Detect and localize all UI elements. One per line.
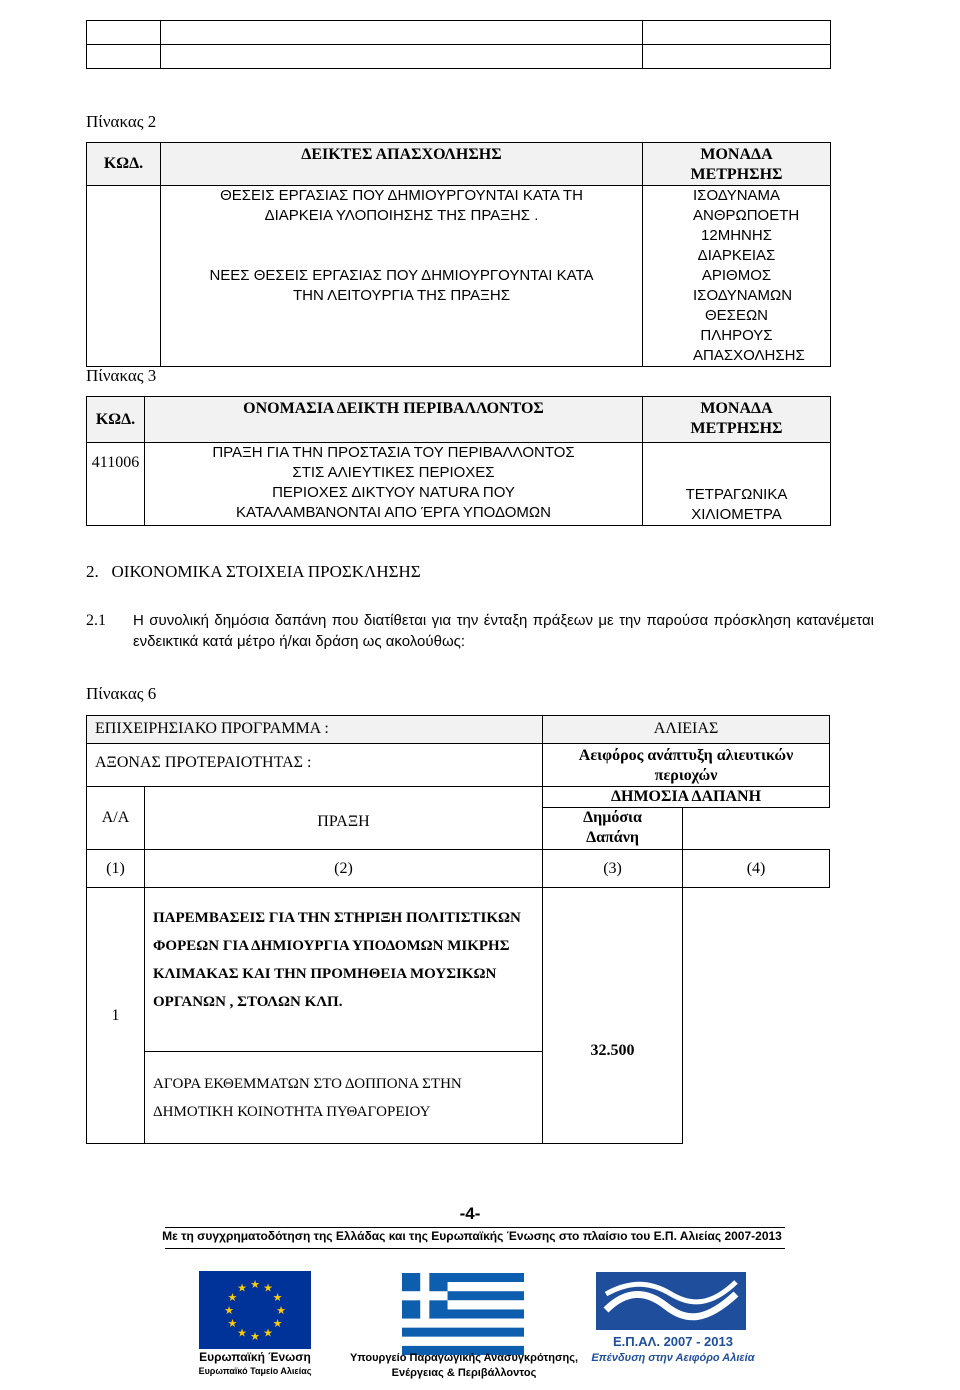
table3-code-cell: [87, 443, 145, 526]
eu-line2: Ευρωπαϊκό Ταμείο Αλιείας: [198, 1366, 312, 1376]
axis-label: ΑΞΟΝΑΣ ΠΡΟΤΕΡΑΙΟΤΗΤΑΣ :: [95, 754, 312, 771]
eu-star-icon: ★: [237, 1327, 247, 1340]
table2-header-unit: ΜΟΝΑΔΑ ΜΕΤΡΗΣΗΣ: [643, 143, 831, 186]
table3-row2-indicator: ΠΕΡΙΟΧΕΣ ΔΙΚΤΥΟΥ NATURA ΠΟΥ ΚΑΤΑΛΑΜΒΆΝΟΝΤΑΙ ΑΠΟ ΈΡΓΑ ΥΠΟΔΟΜΩΝ: [236, 484, 551, 521]
table3-row2-unit: ΤΕΤΡΑΓΩΝΙΚΑ ΧΙΛΙΟΜΕΤΡΑ: [685, 486, 788, 523]
empty-cell: [87, 21, 161, 45]
row-amount: 32.500: [543, 888, 683, 1144]
page-number: -4-: [459, 1204, 481, 1223]
table2-row1-unit: ΙΣΟΔΥΝΑΜΑ ΑΝΘΡΩΠΟΕΤΗ 12ΜΗΝΗΣ ΔΙΑΡΚΕΙΑΣ: [693, 187, 800, 264]
op-label: ΕΠΙΧΕΙΡΗΣΙΑΚΟ ΠΡΟΓΡΑΜΜΑ :: [95, 720, 329, 737]
footer-rule-2: [165, 1248, 785, 1249]
table3-label: Πίνακας 3: [86, 366, 157, 385]
greek-flag-stripe: [402, 1337, 524, 1346]
footer-rule: [165, 1227, 785, 1228]
eu-star-icon: ★: [227, 1318, 238, 1330]
op-value: ΑΛΙΕΙΑΣ: [653, 720, 719, 737]
eu-star-icon: ★: [263, 1327, 273, 1340]
table2-indicator-cell: [161, 186, 643, 367]
table3-indicator-cell: [145, 443, 643, 526]
ministry-line1: Υπουργείο Παραγωγικής Ανασυγκρότησης,: [349, 1352, 579, 1364]
axis-value: Αειφόρος ανάπτυξη αλιευτικών περιοχών: [578, 747, 794, 784]
table2-unit-cell: [643, 186, 831, 367]
table2-row2-indicator: ΝΕΕΣ ΘΕΣΕΙΣ ΕΡΓΑΣΙΑΣ ΠΟΥ ΔΗΜΙΟΥΡΓΟΥΝΤΑΙ ΚΑΤΑ ΤΗΝ ΛΕΙΤΟΥΡΓΙΑ ΤΗΣ ΠΡΑΞΗΣ: [209, 267, 594, 304]
table3-row1-code: 411006: [91, 454, 140, 471]
eu-star-icon: ★: [263, 1282, 273, 1295]
eu-star-icon: ★: [276, 1305, 286, 1317]
ministry-line2: Ενέργειας & Περιβάλλοντος: [391, 1367, 537, 1379]
eu-star-icon: ★: [250, 1331, 260, 1343]
empty-cell: [87, 45, 161, 69]
row-title: ΠΑΡΕΜΒΑΣΕΙΣ ΓΙΑ ΤΗΝ ΣΤΗΡΙΞΗ ΠΟΛΙΤΙΣΤΙΚΩΝ ΦΟΡΕΩΝ ΓΙΑ ΔΗΜΙΟΥΡΓΙΑ ΥΠΟΔΟΜΩΝ ΜΙΚΡΗΣ ΚΛΙΜΑΚΑΣ ΚΑΙ ΤΗΝ ΠΡΟΜΗΘΕΙΑ ΜΟΥΣΙΚΩΝ ΟΡΓΑΝΩΝ , ΣΤΟΛΩΝ ΚΛΠ.: [145, 888, 543, 1052]
table2: [86, 142, 831, 367]
table3-header-indicator: ΟΝΟΜΑΣΙΑ ΔΕΙΚΤΗ ΠΕΡΙΒΑΛΛΟΝΤΟΣ: [145, 397, 643, 443]
public-header: ΔΗΜΟΣΙΑ ΔΑΠΑΝΗ: [543, 787, 830, 808]
greek-flag-stripe: [402, 1319, 524, 1328]
section2-heading: 2. ΟΙΚΟΝΟΜΙΚΑ ΣΤΟΙΧΕΙΑ ΠΡΟΣΚΛΗΣΗΣ: [86, 562, 421, 581]
epal-line1: Ε.Π.ΑΛ. 2007 - 2013: [613, 1334, 733, 1349]
eu-star-icon: ★: [227, 1292, 238, 1304]
col-num-3: (3): [543, 850, 683, 888]
table6: [86, 715, 830, 1144]
eu-star-icon: ★: [250, 1279, 260, 1291]
table3-unit-cell: [643, 443, 831, 526]
epal-logo: [596, 1272, 746, 1330]
public-subheader: Δημόσια Δαπάνη: [543, 808, 683, 850]
greek-flag-stripe: [402, 1328, 524, 1337]
eu-flag-icon: [199, 1271, 311, 1349]
row-aa: 1: [87, 888, 145, 1144]
eu-star-icon: ★: [272, 1318, 283, 1330]
eu-star-icon: ★: [237, 1282, 247, 1295]
eu-flag-logo: [199, 1271, 311, 1349]
eu-star-icon: ★: [224, 1305, 234, 1317]
epal-line2: Επένδυση στην Αειφόρο Αλιεία: [591, 1352, 755, 1364]
aa-header: Α/Α: [87, 787, 145, 850]
section2-para-text: Η συνολική δημόσια δαπάνη που διατίθεται για την ένταξη πράξεων με την παρούσα πρόσκληση κατανέμεται ενδεικτικά κατά μέτρο ή/και δράση ως ακολούθως:: [133, 612, 874, 650]
cofinance-text: Με τη συγχρηματοδότηση της Ελλάδας και της Ευρωπαϊκής Ένωσης στο πλαίσιο του Ε.Π. Αλιείας 2007-2013: [162, 1229, 782, 1243]
table6-label: Πίνακας 6: [86, 684, 157, 703]
axis-value-cell: [543, 744, 830, 787]
eu-star-icon: ★: [272, 1292, 283, 1304]
op-label-cell: [87, 716, 543, 744]
empty-cell: [643, 45, 831, 69]
top-table: [86, 20, 831, 69]
op-value-cell: [543, 716, 830, 744]
table3-header-code: ΚΩΔ.: [87, 397, 145, 443]
col-num-4: (4): [683, 850, 830, 888]
table3: [86, 396, 831, 526]
table2-code-cell: [87, 186, 161, 367]
greek-flag-icon: [402, 1273, 524, 1355]
table2-label: Πίνακας 2: [86, 112, 157, 131]
table3-header-unit: ΜΟΝΑΔΑ ΜΕΤΡΗΣΗΣ: [643, 397, 831, 443]
col-num-1: (1): [87, 850, 145, 888]
row-subtitle: ΑΓΟΡΑ ΕΚΘΕΜΜΑΤΩΝ ΣΤΟ ΔΟΠΠΟΝΑ ΣΤΗΝ ΔΗΜΟΤΙΚΗ ΚΟΙΝΟΤΗΤΑ ΠΥΘΑΓΟΡΕΙΟΥ: [145, 1052, 543, 1144]
greek-flag-logo: [402, 1273, 524, 1355]
section2-para-num: 2.1: [86, 612, 106, 629]
epal-wave-icon: [596, 1272, 746, 1330]
empty-cell: [161, 45, 643, 69]
table2-header-indicator: ΔΕΙΚΤΕΣ ΑΠΑΣΧΟΛΗΣΗΣ: [161, 143, 643, 186]
table2-row2-unit: ΑΡΙΘΜΟΣ ΙΣΟΔΥΝΑΜΩΝ ΘΕΣΕΩΝ ΠΛΗΡΟΥΣ ΑΠΑΣΧΟΛΗΣΗΣ: [693, 267, 805, 364]
axis-label-cell: [87, 744, 543, 787]
empty-cell: [161, 21, 643, 45]
greek-flag-cross-horizontal: [402, 1291, 448, 1300]
row-col4: [683, 888, 830, 1144]
empty-cell: [683, 808, 830, 850]
empty-cell: [643, 21, 831, 45]
action-header: ΠΡΑΞΗ: [145, 787, 543, 850]
eu-line1: Ευρωπαϊκή Ένωση: [199, 1350, 311, 1364]
table2-row1-indicator: ΘΕΣΕΙΣ ΕΡΓΑΣΙΑΣ ΠΟΥ ΔΗΜΙΟΥΡΓΟΥΝΤΑΙ ΚΑΤΑ ΤΗ ΔΙΑΡΚΕΙΑ ΥΛΟΠΟΙΗΣΗΣ ΤΗΣ ΠΡΑΞΗΣ .: [220, 187, 583, 224]
table3-row1-indicator: ΠΡΑΞΗ ΓΙΑ ΤΗΝ ΠΡΟΣΤΑΣΙΑ ΤΟΥ ΠΕΡΙΒΑΛΛΟΝΤΟΣ ΣΤΙΣ ΑΛΙΕΥΤΙΚΕΣ ΠΕΡΙΟΧΕΣ: [212, 444, 575, 481]
col-num-2: (2): [145, 850, 543, 888]
table2-header-code: ΚΩΔ.: [87, 143, 161, 186]
